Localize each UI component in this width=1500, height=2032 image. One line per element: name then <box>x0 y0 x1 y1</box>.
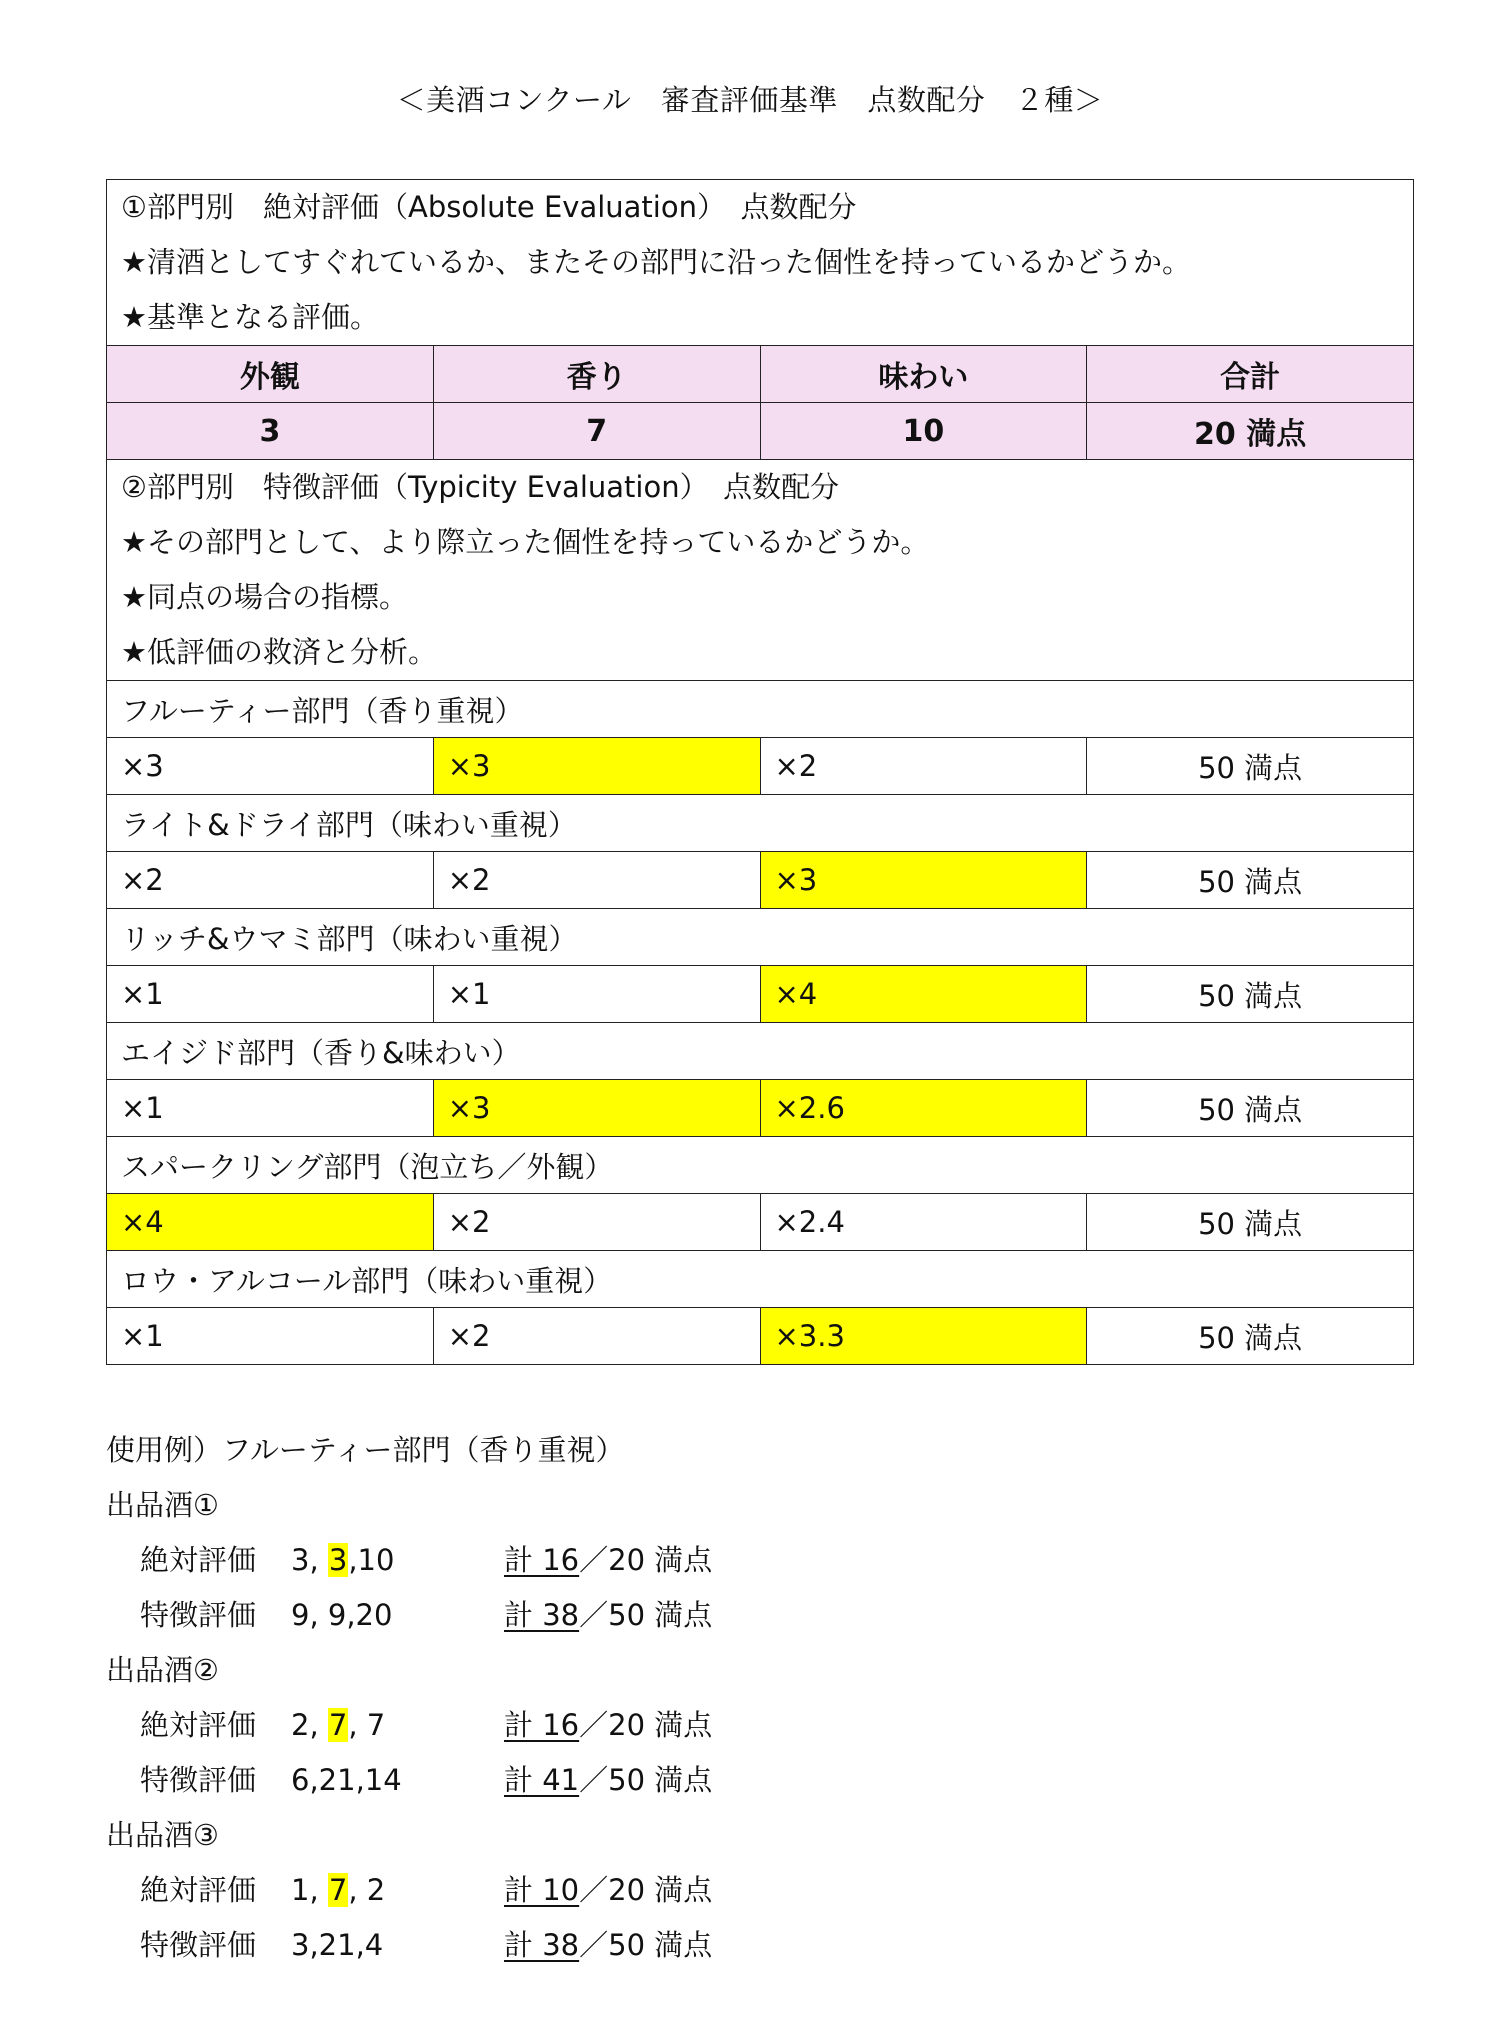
typicity-values: 3,21,4 <box>291 1928 384 1962</box>
value: 3, <box>291 1543 319 1577</box>
absolute-total <box>504 1698 712 1753</box>
category-multipliers-row <box>107 852 1414 909</box>
typicity-values: 6,21,14 <box>291 1763 402 1797</box>
typicity-score-line <box>106 1753 1006 1808</box>
total-underlined: 計 41 <box>504 1763 580 1797</box>
category-name: ライト&ドライ部門（味わい重視） <box>107 795 1414 852</box>
score-appearance: 3 <box>107 403 434 460</box>
multiplier-aroma: ×3 <box>433 738 760 795</box>
typicity-label: 特徴評価 <box>140 1928 257 1962</box>
total-max: ／20 満点 <box>579 1873 713 1907</box>
value: , 2 <box>348 1873 386 1907</box>
highlighted-value: 7 <box>328 1708 348 1742</box>
score-total: 20 満点 <box>1087 403 1414 460</box>
category-multipliers-row <box>107 738 1414 795</box>
column-header-taste: 味わい <box>760 346 1087 403</box>
typicity-label: 特徴評価 <box>140 1598 257 1632</box>
multiplier-aroma: ×1 <box>433 966 760 1023</box>
category-multipliers-row <box>107 1080 1414 1137</box>
absolute-label: 絶対評価 <box>140 1708 257 1742</box>
typicity-note: ★同点の場合の指標。 <box>121 580 408 614</box>
category-name: リッチ&ウマミ部門（味わい重視） <box>107 909 1414 966</box>
category-multipliers-row <box>107 1194 1414 1251</box>
multiplier-aroma: ×2 <box>433 1194 760 1251</box>
score-taste: 10 <box>760 403 1087 460</box>
value: , 7 <box>348 1708 386 1742</box>
multiplier-taste: ×3.3 <box>760 1308 1087 1365</box>
usage-example <box>106 1423 1006 1973</box>
total-underlined: 計 38 <box>504 1598 580 1632</box>
total-max: ／50 満点 <box>579 1763 713 1797</box>
category-total: 50 満点 <box>1087 852 1414 909</box>
column-header-total: 合計 <box>1087 346 1414 403</box>
multiplier-aroma: ×3 <box>433 1080 760 1137</box>
absolute-values <box>291 1698 385 1753</box>
category-name: フルーティー部門（香り重視） <box>107 681 1414 738</box>
total-underlined: 計 16 <box>504 1708 580 1742</box>
category-multipliers-row <box>107 966 1414 1023</box>
example-heading: 使用例）フルーティー部門（香り重視） <box>106 1433 625 1467</box>
total-max: ／20 満点 <box>579 1708 713 1742</box>
category-name: エイジド部門（香り&味わい） <box>107 1023 1414 1080</box>
highlighted-value: 7 <box>328 1873 348 1907</box>
category-name: ロウ・アルコール部門（味わい重視） <box>107 1251 1414 1308</box>
multiplier-taste: ×2.4 <box>760 1194 1087 1251</box>
multiplier-aroma: ×2 <box>433 852 760 909</box>
absolute-evaluation-section <box>107 180 1414 346</box>
multiplier-taste: ×4 <box>760 966 1087 1023</box>
total-underlined: 計 16 <box>504 1543 580 1577</box>
total-max: ／20 満点 <box>579 1543 713 1577</box>
multiplier-appearance: ×1 <box>107 1080 434 1137</box>
absolute-total <box>504 1863 712 1918</box>
absolute-note: ★清酒としてすぐれているか、またその部門に沿った個性を持っているかどうか。 <box>121 245 1191 279</box>
total-max: ／50 満点 <box>579 1598 713 1632</box>
multiplier-aroma: ×2 <box>433 1308 760 1365</box>
multiplier-taste: ×3 <box>760 852 1087 909</box>
category-total: 50 満点 <box>1087 1308 1414 1365</box>
typicity-total <box>504 1588 712 1643</box>
highlighted-value: 3 <box>328 1543 348 1577</box>
entry-label: 出品酒① <box>106 1488 219 1522</box>
category-total: 50 満点 <box>1087 1194 1414 1251</box>
typicity-total <box>504 1753 712 1808</box>
multiplier-appearance: ×1 <box>107 1308 434 1365</box>
multiplier-taste: ×2 <box>760 738 1087 795</box>
absolute-score-line <box>106 1698 1006 1753</box>
category-total: 50 満点 <box>1087 1080 1414 1137</box>
entry-label: 出品酒② <box>106 1653 219 1687</box>
score-aroma: 7 <box>433 403 760 460</box>
column-header-appearance: 外観 <box>107 346 434 403</box>
multiplier-appearance: ×4 <box>107 1194 434 1251</box>
absolute-values <box>291 1863 385 1918</box>
category-total: 50 満点 <box>1087 966 1414 1023</box>
typicity-score-line <box>106 1918 1006 1973</box>
typicity-values: 9, 9,20 <box>291 1598 393 1632</box>
absolute-label: 絶対評価 <box>140 1543 257 1577</box>
value: 2, <box>291 1708 319 1742</box>
category-multipliers-row <box>107 1308 1414 1365</box>
value: 1, <box>291 1873 319 1907</box>
absolute-heading: ①部門別 絶対評価（Absolute Evaluation） 点数配分 <box>121 190 857 224</box>
category-total: 50 満点 <box>1087 738 1414 795</box>
typicity-total <box>504 1918 712 1973</box>
typicity-heading: ②部門別 特徴評価（Typicity Evaluation） 点数配分 <box>121 470 840 504</box>
multiplier-appearance: ×2 <box>107 852 434 909</box>
value: ,10 <box>348 1543 395 1577</box>
multiplier-taste: ×2.6 <box>760 1080 1087 1137</box>
absolute-note: ★基準となる評価。 <box>121 300 379 334</box>
typicity-label: 特徴評価 <box>140 1763 257 1797</box>
entry-label: 出品酒③ <box>106 1818 219 1852</box>
multiplier-appearance: ×3 <box>107 738 434 795</box>
absolute-total <box>504 1533 712 1588</box>
absolute-score-line <box>106 1863 1006 1918</box>
typicity-note: ★その部門として、より際立った個性を持っているかどうか。 <box>121 525 930 559</box>
absolute-label: 絶対評価 <box>140 1873 257 1907</box>
total-underlined: 計 10 <box>504 1873 580 1907</box>
page-title: ＜美酒コンクール 審査評価基準 点数配分 ２種＞ <box>396 83 1104 117</box>
category-name: スパークリング部門（泡立ち／外観） <box>107 1137 1414 1194</box>
absolute-values <box>291 1533 394 1588</box>
scoring-table <box>106 179 1414 1365</box>
total-underlined: 計 38 <box>504 1928 580 1962</box>
multiplier-appearance: ×1 <box>107 966 434 1023</box>
total-max: ／50 満点 <box>579 1928 713 1962</box>
typicity-score-line <box>106 1588 1006 1643</box>
typicity-note: ★低評価の救済と分析。 <box>121 635 437 669</box>
column-header-aroma: 香り <box>433 346 760 403</box>
typicity-evaluation-section <box>107 460 1414 681</box>
absolute-score-line <box>106 1533 1006 1588</box>
